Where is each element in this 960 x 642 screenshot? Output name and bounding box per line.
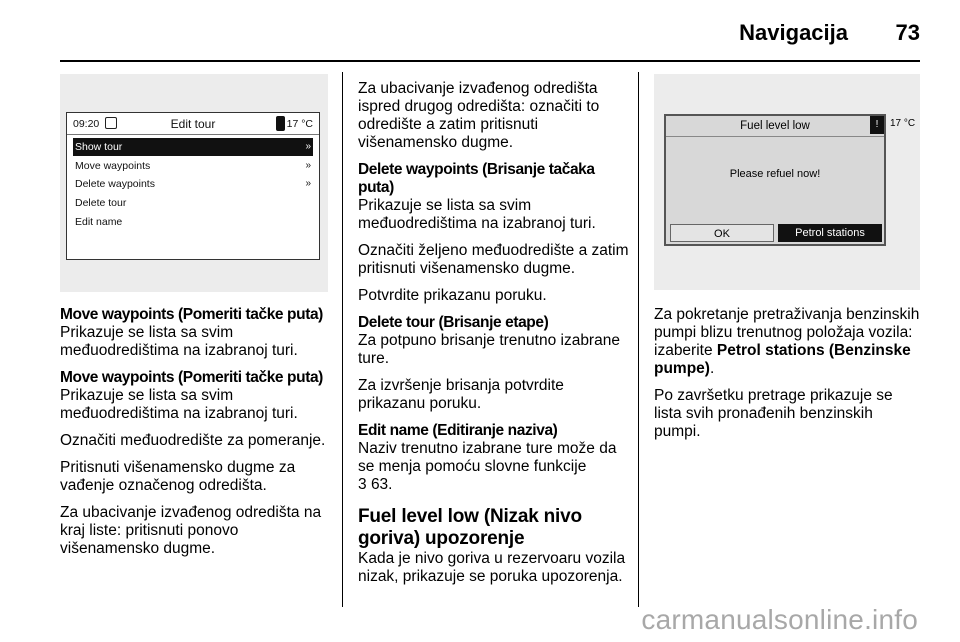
column-2 <box>358 80 634 586</box>
menu-item-delete-waypoints[interactable] <box>73 175 313 193</box>
screen-status-bar <box>67 113 319 135</box>
page-section-title: Navigacija <box>739 20 848 45</box>
chevron-right-icon: » <box>305 160 311 171</box>
edit-tour-screen <box>66 112 320 260</box>
menu-item-label: Show tour <box>75 141 123 153</box>
paragraph: Po završetku pretrage prikazuje se lista svih pronađenih benzinskih pumpi. <box>654 387 893 440</box>
outside-temperature: 17 °C <box>286 118 313 130</box>
thermometer-icon <box>276 116 285 131</box>
page-number: 73 <box>895 20 920 45</box>
petrol-stations-button[interactable]: Petrol stations <box>778 224 882 242</box>
fuel-level-screenshot <box>654 74 920 290</box>
paragraph: Za ubacivanje izvađenog odredišta ispred drugog odredišta: označiti to odredište a zatim pritisnuti višenamensko dugme. <box>358 80 600 151</box>
paragraph: Pritisnuti višenamensko dugme za vađenje označenog odredišta. <box>60 459 296 494</box>
page-reference[interactable]: 63. <box>370 476 393 493</box>
fuel-level-screen <box>654 74 920 290</box>
heading-fuel-level-low: Fuel level low (Nizak nivo goriva) upozorenje <box>358 506 582 549</box>
paragraph <box>654 306 920 378</box>
paragraph: Označiti željeno međuodredište a zatim pritisnuti višenamensko dugme. <box>358 242 629 277</box>
paragraph: Označiti međuodredište za pomeranje. <box>60 432 326 449</box>
paragraph: Prikazuje se lista sa svim međuodredištima na izabranoj turi. <box>60 324 298 359</box>
menu-item-label: Delete tour <box>75 197 127 209</box>
heading-move-waypoints: Move waypoints (Pomeriti tačke puta) <box>60 306 323 323</box>
page-reference-icon: 3 <box>358 476 367 493</box>
menu-item-edit-name[interactable] <box>73 213 313 231</box>
heading-delete-tour: Delete tour (Brisanje etape) <box>358 314 549 331</box>
dialog-message: Please refuel now! <box>729 168 821 180</box>
paragraph: Prikazuje se lista sa svim međuodredištima na izabranoj turi. <box>60 387 298 422</box>
paragraph: Prikazuje se lista sa svim međuodredištima na izabranoj turi. <box>358 197 596 232</box>
menu-item-label: Delete waypoints <box>75 178 155 190</box>
menu-item-delete-tour[interactable] <box>73 194 313 212</box>
paragraph-text: Naziv trenutno izabrane ture može da se menja pomoću slovne funkcije <box>358 440 617 475</box>
paragraph: Za izvršenje brisanja potvrdite prikazanu poruku. <box>358 377 564 412</box>
column-3 <box>654 306 920 441</box>
screen-title: Edit tour <box>170 117 216 131</box>
menu-item-move-waypoints[interactable] <box>73 157 313 175</box>
paragraph: Potvrdite prikazanu poruku. <box>358 287 547 304</box>
menu-item-show-tour[interactable] <box>73 138 313 156</box>
paragraph-text: . <box>709 360 715 377</box>
chevron-right-icon: » <box>305 178 311 189</box>
paragraph-text: Za pokretanje pretraživanja benzinskih pumpi blizu trenutnog položaja vozila: izaberite <box>654 306 920 359</box>
chevron-right-icon: » <box>305 141 311 152</box>
header-divider <box>60 60 920 62</box>
column-divider-1 <box>342 72 343 607</box>
watermark: carmanualsonline.info <box>641 604 918 635</box>
edit-tour-screenshot <box>60 74 328 292</box>
heading-delete-waypoints: Delete waypoints (Brisanje tačaka puta) <box>358 161 595 196</box>
ok-button[interactable]: OK <box>670 224 774 242</box>
petrol-stations-term: Petrol stations (Benzinske pumpe) <box>654 342 911 377</box>
paragraph <box>358 440 634 494</box>
heading-edit-name: Edit name (Editiranje naziva) <box>358 422 558 439</box>
column-1 <box>60 306 338 558</box>
fuel-warning-dialog <box>664 114 886 246</box>
clock-time: 09:20 <box>73 118 100 130</box>
paragraph: Kada je nivo goriva u rezervoaru vozila nizak, prikazuje se poruka upozorenja. <box>358 550 626 585</box>
menu-item-label: Edit name <box>75 216 123 228</box>
paragraph: Za potpuno brisanje trenutno izabrane ture. <box>358 332 620 367</box>
dialog-title: Fuel level low <box>740 120 810 132</box>
outside-temperature: 17 °C <box>890 118 916 129</box>
column-divider-2 <box>638 72 639 607</box>
dialog-title-divider <box>666 136 884 137</box>
warning-icon: ! <box>870 116 884 134</box>
paragraph: Za ubacivanje izvađenog odredišta na kraj liste: pritisnuti ponovo višenamensko dugme. <box>60 504 322 557</box>
menu-item-label: Move waypoints <box>75 160 151 172</box>
heading-move-waypoints-2: Move waypoints (Pomeriti tačke puta) <box>60 369 323 386</box>
